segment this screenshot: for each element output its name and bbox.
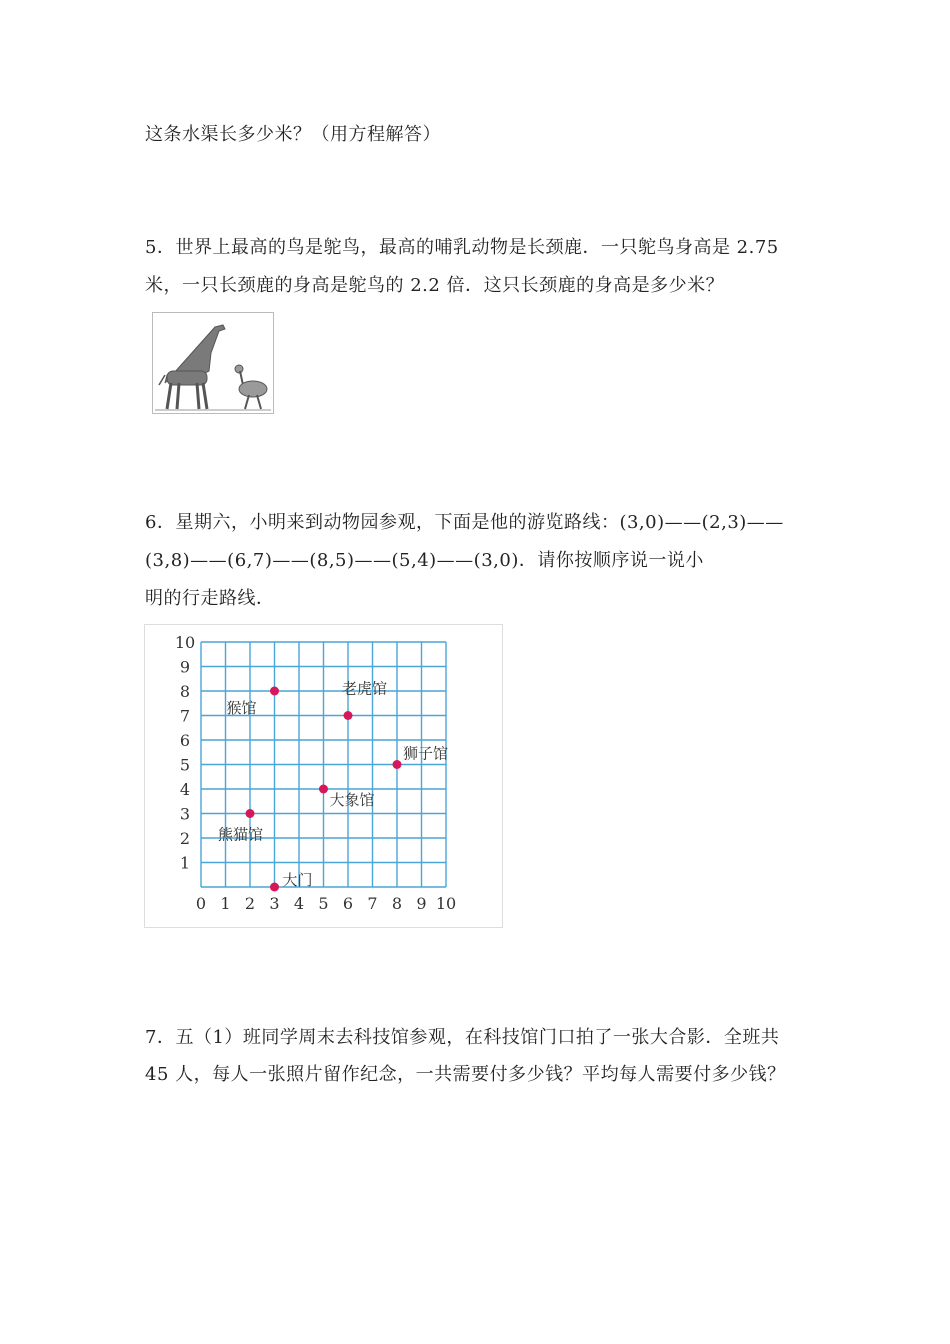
location-point xyxy=(270,883,279,892)
location-label: 老虎馆 xyxy=(342,679,388,698)
giraffe-icon xyxy=(159,325,225,409)
x-tick-label: 1 xyxy=(220,894,231,913)
q6-line-3: 明的行走路线． xyxy=(145,588,275,609)
y-tick-label: 8 xyxy=(179,682,191,701)
x-tick-label: 4 xyxy=(293,894,305,913)
q7-line-2: 45 人，每人一张照片留作纪念，一共需要付多少钱？平均每人需要付多少钱？ xyxy=(145,1064,786,1085)
x-tick-label: 8 xyxy=(391,894,403,913)
y-tick-label: 7 xyxy=(179,706,191,726)
y-tick-label: 10 xyxy=(174,633,196,652)
location-label: 狮子馆 xyxy=(403,744,449,763)
q6-line-1: 6．星期六，小明来到动物园参观，下面是他的游览路线：(3,0)——(2,3)—— xyxy=(145,512,784,533)
location-point xyxy=(344,711,353,720)
location-label: 熊猫馆 xyxy=(218,825,264,844)
location-point xyxy=(319,785,328,794)
x-tick-label: 7 xyxy=(367,894,378,913)
y-tick-label: 3 xyxy=(179,804,191,824)
zoo-coordinate-grid xyxy=(144,624,503,928)
q6-line-2: (3,8)——(6,7)——(8,5)——(5,4)——(3,0)．请你按顺序说一说小 xyxy=(145,550,704,571)
x-tick-label: 5 xyxy=(318,894,329,913)
q5-line-2: 米，一只长颈鹿的身高是鸵鸟的 2.2 倍．这只长颈鹿的身高是多少米？ xyxy=(145,275,725,296)
ostrich-icon xyxy=(235,365,267,409)
q5-line-1: 5．世界上最高的鸟是鸵鸟，最高的哺乳动物是长颈鹿．一只鸵鸟身高是 2.75 xyxy=(145,237,779,258)
x-tick-label: 0 xyxy=(195,894,207,913)
y-tick-label: 6 xyxy=(179,731,191,750)
q4-tail-text: 这条水渠长多少米？（用方程解答） xyxy=(145,124,441,145)
y-tick-label: 9 xyxy=(179,657,191,677)
x-tick-label: 9 xyxy=(416,894,427,913)
giraffe-ostrich-illustration xyxy=(152,312,274,414)
y-tick-label: 2 xyxy=(179,829,191,848)
x-tick-label: 3 xyxy=(269,894,280,913)
y-tick-label: 1 xyxy=(179,853,191,873)
zoo-map-chart xyxy=(145,625,502,927)
location-point xyxy=(246,809,255,818)
q7-line-1: 7．五（1）班同学周末去科技馆参观，在科技馆门口拍了一张大合影．全班共 xyxy=(145,1027,780,1048)
x-tick-label: 2 xyxy=(244,894,256,913)
location-point xyxy=(393,760,402,769)
x-tick-label: 6 xyxy=(342,894,354,913)
x-tick-label: 10 xyxy=(435,894,457,913)
location-label: 大象馆 xyxy=(329,791,375,809)
location-label: 大门 xyxy=(282,871,313,889)
location-label: 猴馆 xyxy=(226,699,257,717)
y-tick-label: 4 xyxy=(179,780,191,799)
y-tick-label: 5 xyxy=(179,755,191,775)
location-point xyxy=(270,687,279,696)
